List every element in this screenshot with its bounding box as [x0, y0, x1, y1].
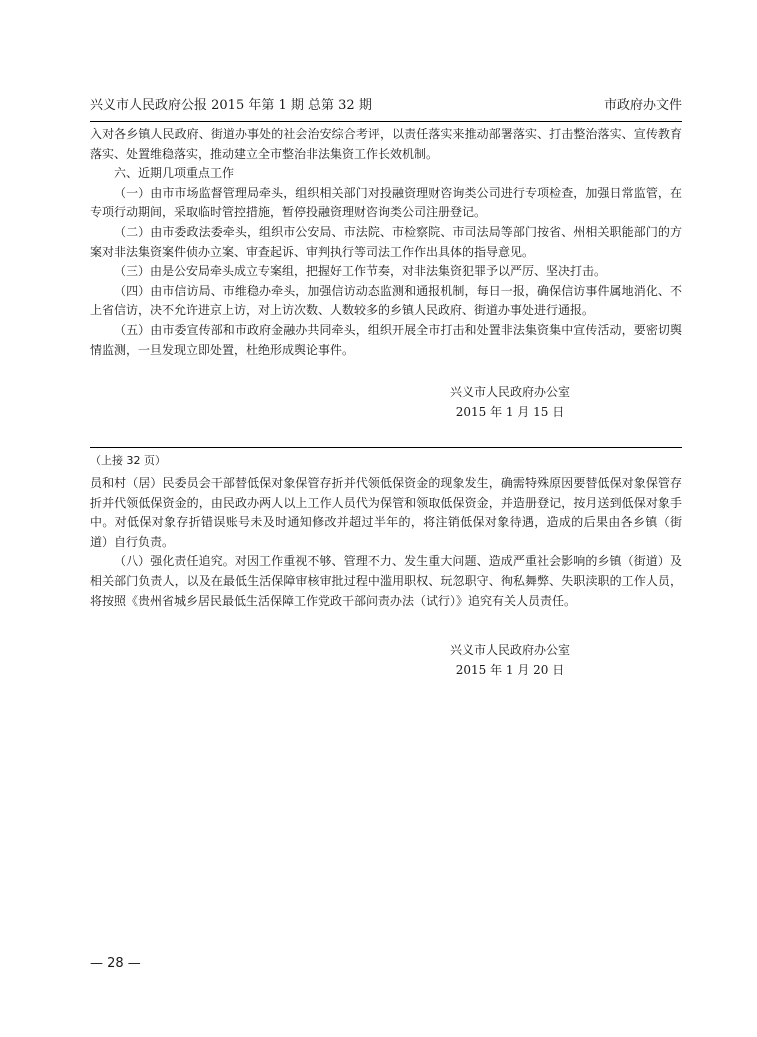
signature-1-org: 兴义市人民政府办公室 — [449, 385, 570, 399]
section-divider — [90, 447, 682, 448]
s2-paragraph-item-8: （八）强化责任追究。对因工作重视不够、管理不力、发生重大问题、造成严重社会影响的乡镇（街道）及相关部门负责人，以及在最低生活保障审核审批过程中滥用职权、玩忽职守、徇私舞弊、失职渎职的工作人员，将按照《贵州省城乡居民最低生活保障工作党政干部问责办法（试行）》追究有关人员责任。 — [90, 554, 682, 608]
s1-paragraph-item-2: （二）由市委政法委牵头，组织市公安局、市法院、市检察院、市司法局等部门按省、州相关职能部门的方案对非法集资案件侦办立案、审查起诉、审判执行等司法工作作出具体的指导意见。 — [90, 224, 682, 259]
signature-block-2 — [390, 640, 630, 680]
header-section-title: 市政府办文件 — [603, 98, 682, 113]
s2-paragraph-1: 员和村（居）民委员会干部替低保对象保管存折并代领低保资金的现象发生，确需特殊原因要替低保对象保管存折并代领低保资金的，由民政办两人以上工作人员代为保管和领取低保资金，并造册登记，按月送到低保对象手中。对低保对象存折错误账号未及时通知修改并超过半年的，将注销低保对象待遇，造成的后果由各乡镇（街道）自行负责。 — [90, 476, 682, 549]
section-2-body — [90, 474, 682, 611]
section-1-body — [90, 125, 682, 360]
signature-1-date: 2015 年 1 月 15 日 — [455, 405, 565, 419]
header-publication-info: 兴义市人民政府公报 2015 年第 1 期 总第 32 期 — [90, 98, 372, 113]
signature-block-1 — [390, 382, 630, 422]
signature-2-org: 兴义市人民政府办公室 — [449, 643, 570, 657]
signature-2-date: 2015 年 1 月 20 日 — [455, 663, 565, 677]
s1-paragraph-item-3: （三）由是公安局牵头成立专案组，把握好工作节奏，对非法集资犯罪予以严厉、坚决打击。 — [114, 264, 607, 279]
s1-paragraph-item-4: （四）由市信访局、市维稳办牵头，加强信访动态监测和通报机制，每日一报，确保信访事件属地消化、不上省信访，决不允许进京上访，对上访次数、人数较多的乡镇人民政府、街道办事处进行通报。 — [90, 283, 682, 318]
continuation-label: （上接 32 页） — [90, 454, 166, 467]
s1-paragraph-item-1: （一）由市市场监督管理局牵头，组织相关部门对投融资理财咨询类公司进行专项检查，加强日常监管，在专项行动期间，采取临时管控措施，暂停投融资理财咨询类公司注册登记。 — [90, 185, 682, 220]
page-header — [90, 96, 682, 116]
page-number: — 28 — — [90, 956, 141, 971]
s1-paragraph-item-5: （五）由市委宣传部和市政府金融办共同牵头，组织开展全市打击和处置非法集资集中宣传活动，要密切舆情监测，一旦发现立即处置，杜绝形成舆论事件。 — [90, 322, 682, 357]
s1-paragraph-1: 入对各乡镇人民政府、街道办事处的社会治安综合考评，以责任落实来推动部署落实、打击整治落实、宣传教育落实、处置维稳落实，推动建立全市整治非法集资工作长效机制。 — [90, 127, 682, 161]
header-rule — [90, 121, 682, 122]
s1-heading-6: 六、近期几项重点工作 — [114, 166, 235, 181]
